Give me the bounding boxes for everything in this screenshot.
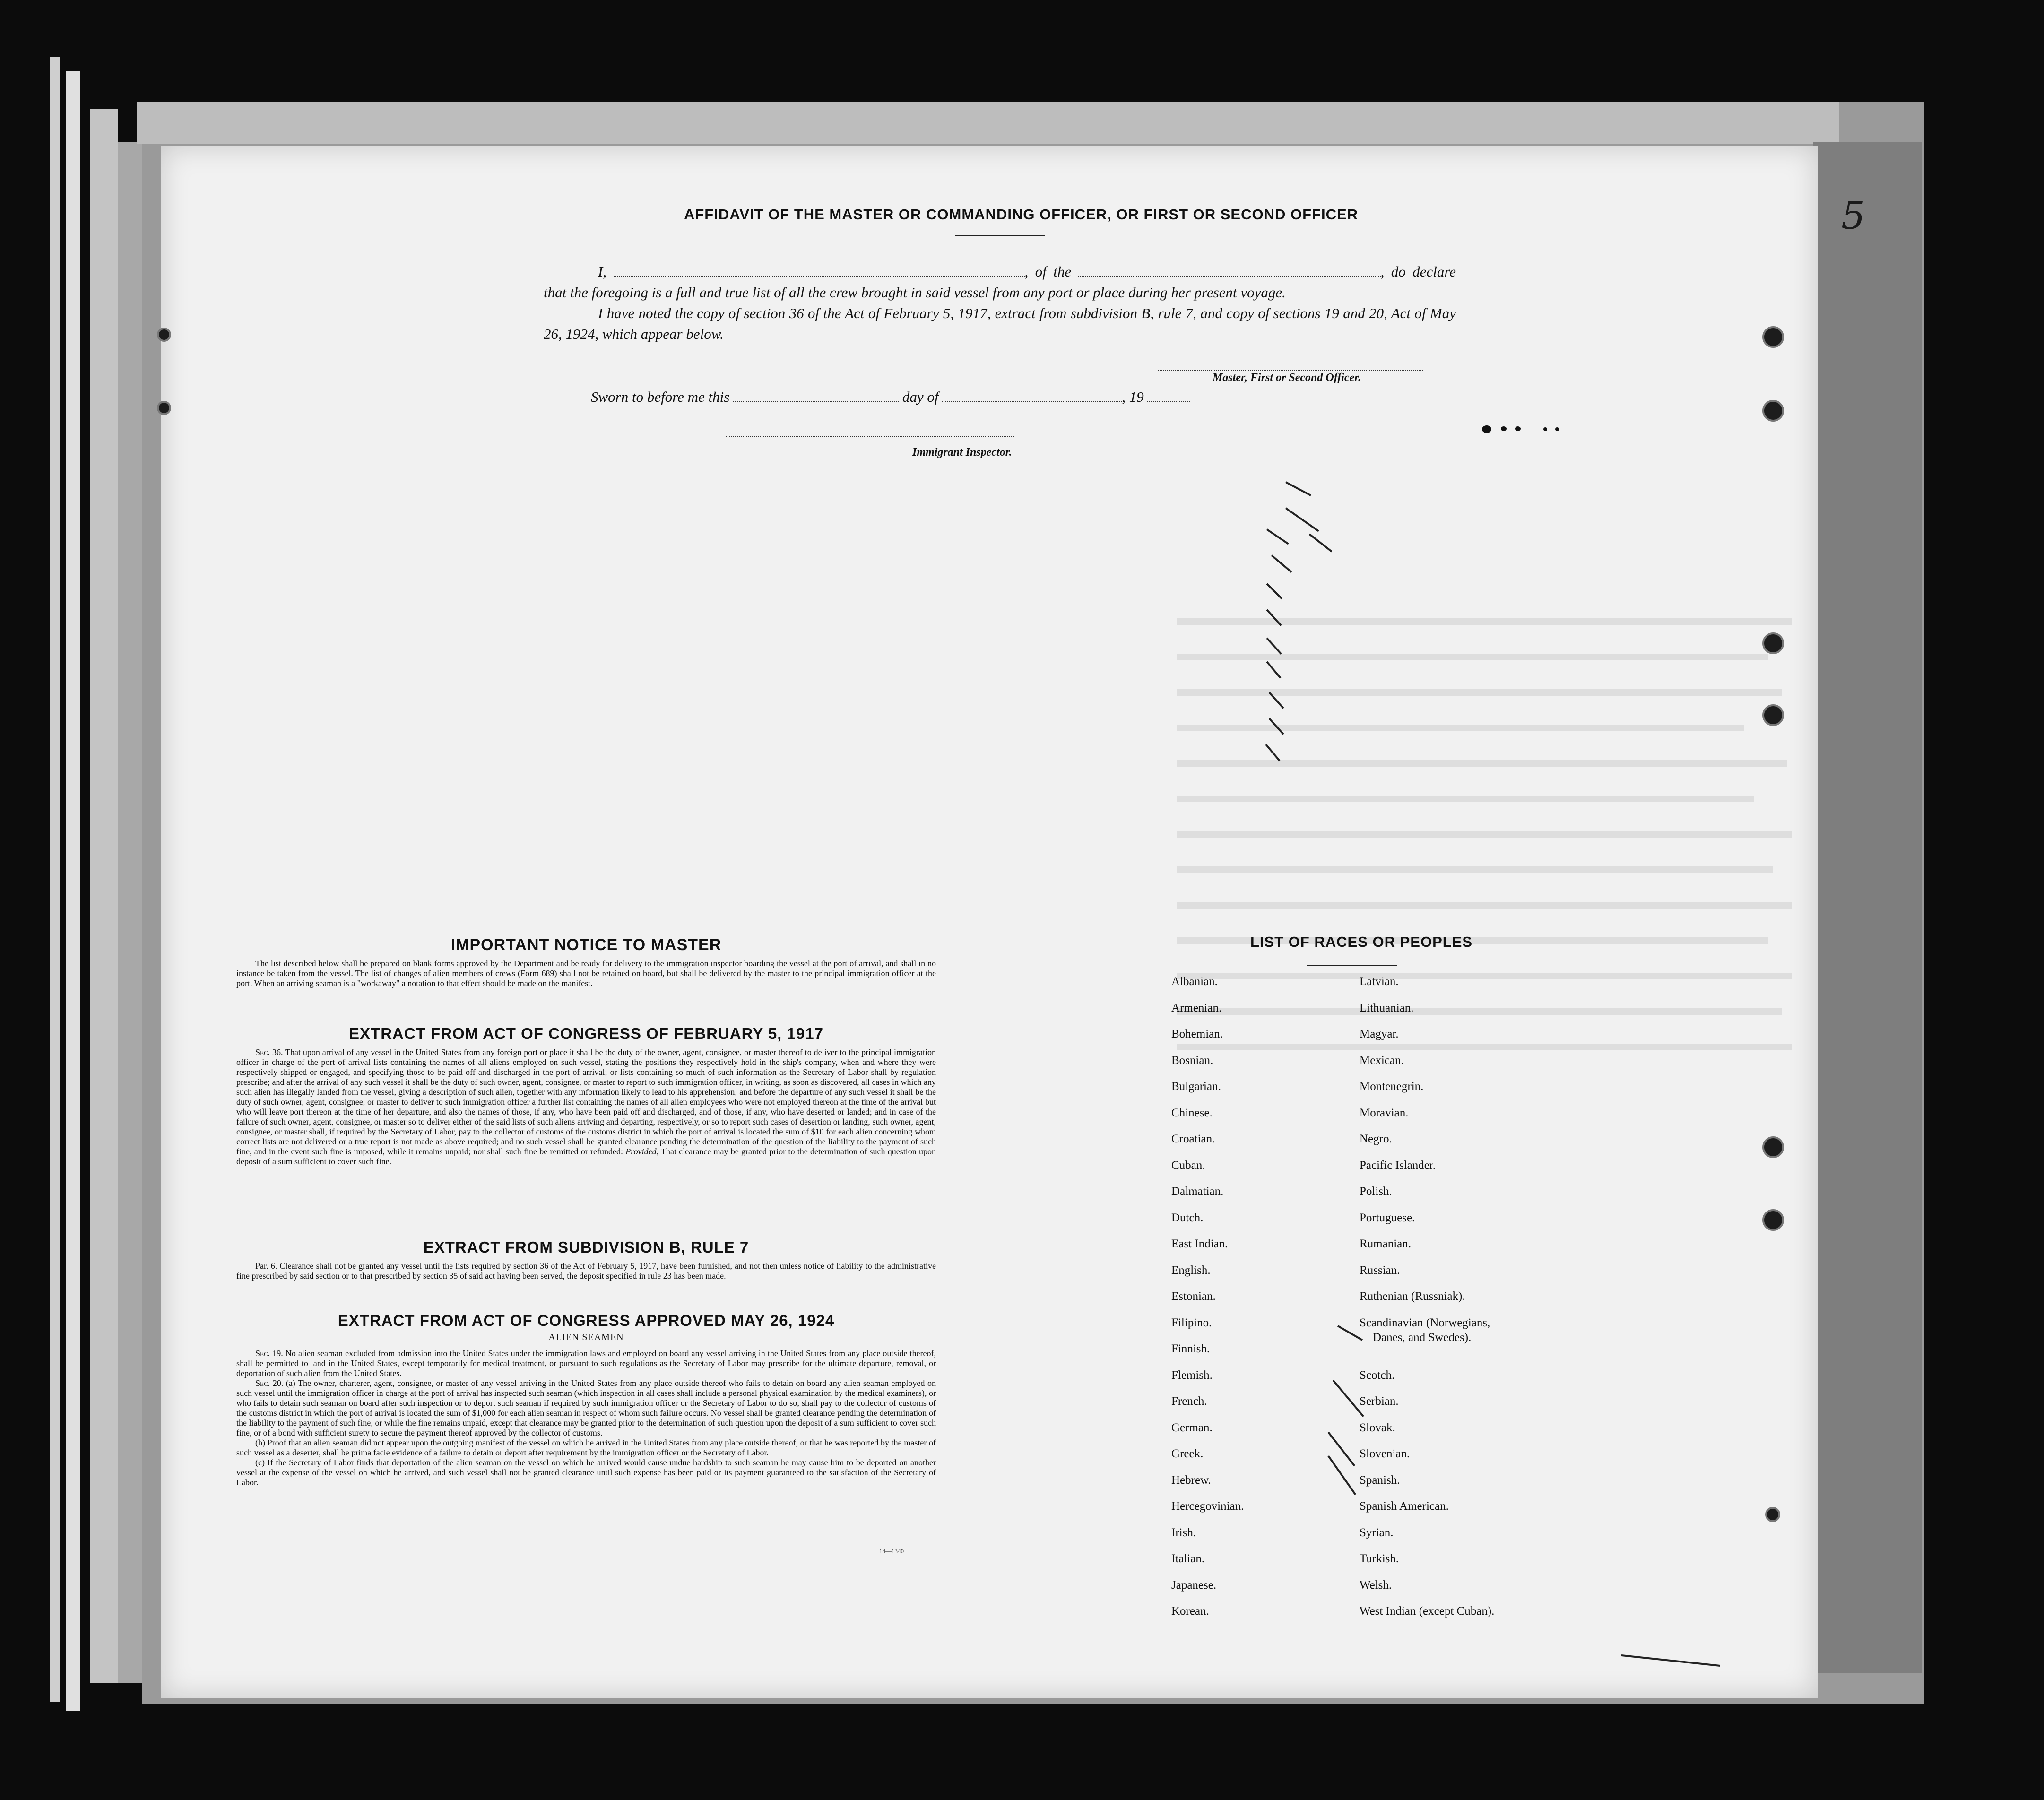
bleed-through (1177, 689, 1782, 696)
back-sheet-top-edge (137, 102, 1839, 144)
race-item: Japanese. (1171, 1578, 1217, 1592)
race-item: Turkish. (1360, 1552, 1399, 1565)
sec-36-label: Sec. 36. (255, 1047, 283, 1057)
races-title: LIST OF RACES OR PEOPLES (1250, 934, 1473, 950)
extract-1924-title: EXTRACT FROM ACT OF CONGRESS APPROVED MAY 26, 1924 (338, 1312, 835, 1329)
extract-1924-body (236, 1349, 936, 1488)
race-item: Welsh. (1360, 1578, 1392, 1592)
title-divider (955, 235, 1045, 236)
sec-19-text: No alien seaman excluded from admission into the United States under the immigration laws and employed on board any vessel arriving in the United States from any place outside thereof, shall be permitted to land in the United States, except temporarily for medical treatment, or pursuant to such regulations as the Secretary of Labor may prescribe for the ultimate departure, removal, or deportation of such alien from the United States. (236, 1349, 936, 1378)
bleed-through (1177, 831, 1792, 838)
sec-20a-text: (a) The owner, charterer, agent, consignee, or master of any vessel arriving in the United States from any place outside thereof who fails to detain on board any alien seaman employed on such vessel until the immigration officer in charge at the port of arrival has inspected such seaman (which inspection in all cases shall include a personal physical examination by the medical examiners), or who fails to detain such seaman on board after such inspection or to deport such seaman if required by such immigration officer or the Secretary of Labor to do so, shall pay to the collector of customs of the customs district in which the port of arrival is located the sum of $1,000 for each alien seaman in respect of whom such failure occurs. No vessel shall be granted clearance pending the determination of the liability to the payment of such fine, or while the fine remains unpaid, except that clearance may be granted prior to the determination of such question upon the deposit of a sum sufficient to cover such fine, or of a bond with sufficient surety to secure the payment thereof approved by the collector of customs. (236, 1378, 936, 1437)
punch-hole (157, 401, 171, 415)
inspector-signature-line[interactable] (726, 436, 1014, 437)
race-item: Hebrew. (1171, 1473, 1211, 1487)
race-item: Ruthenian (Russniak). (1360, 1290, 1465, 1303)
punch-hole (1762, 1209, 1784, 1231)
vessel-field[interactable] (1078, 265, 1381, 277)
race-item: Lithuanian. (1360, 1001, 1414, 1014)
pencil-tick (1266, 638, 1282, 655)
punch-hole (157, 328, 171, 342)
race-item: Mexican. (1360, 1054, 1404, 1067)
punch-hole (1762, 326, 1784, 348)
race-item: Greek. (1171, 1447, 1204, 1460)
punch-hole (1762, 400, 1784, 422)
race-item: Irish. (1171, 1526, 1196, 1539)
right-page-edge (1813, 142, 1922, 1673)
ink-dot (1515, 426, 1521, 431)
sec-20b-text: (b) Proof that an alien seaman did not appear upon the outgoing manifest of the vessel on which he arrived in the United States from any place outside thereof, or that he was reported by the master of such vessel as a deserter, shall be prima facie evidence of a failure to detain or deport after requirement by the immigration officer or the Secretary of Labor. (236, 1438, 936, 1457)
race-item: Korean. (1171, 1605, 1209, 1618)
race-item: Chinese. (1171, 1106, 1213, 1119)
form-number: 14—1340 (879, 1548, 904, 1555)
ink-dot (1543, 427, 1547, 431)
races-divider (1307, 965, 1397, 966)
provided-word: Provided, (625, 1147, 659, 1156)
race-item: Polish. (1360, 1185, 1392, 1198)
race-item: Pacific Islander. (1360, 1159, 1436, 1172)
race-item: Danes, and Swedes). (1373, 1331, 1472, 1344)
race-item: Dalmatian. (1171, 1185, 1224, 1198)
punch-hole (1765, 1507, 1780, 1522)
race-item: Syrian. (1360, 1526, 1394, 1539)
race-item: Finnish. (1171, 1342, 1210, 1355)
affidavit-of-the: , of the (1024, 263, 1072, 280)
affidavit-statement: that the foregoing is a full and true list of all the crew brought in said vessel from any port or place during her present voyage. (544, 284, 1286, 301)
sworn-year-field[interactable] (1147, 390, 1190, 402)
punch-hole (1762, 632, 1784, 654)
binder-edge-3 (90, 109, 118, 1683)
affidavit-statement-2: I have noted the copy of section 36 of the Act of February 5, 1917, extract from subdivision B, rule 7, and copy of sections 19 and 20, Act of May 26, 1924, which appear below. (544, 305, 1456, 342)
sec-20c-text: (c) If the Secretary of Labor finds that deportation of the alien seaman on the vessel on which he arrived would cause undue hardship to such seaman he may cause him to be deported on another vessel at the expense of the vessel on which he arrived, and such vessel shall not be granted clearance until such expense has been paid or its payment guaranteed to the satisfaction of the Secretary of Labor. (236, 1458, 936, 1487)
race-item: Albanian. (1171, 975, 1218, 988)
affidavit-i: I, (598, 263, 607, 280)
year-prefix: , 19 (1122, 389, 1144, 405)
sworn-day-field[interactable] (733, 390, 899, 402)
pencil-tick (1621, 1654, 1720, 1667)
pencil-tick (1309, 533, 1333, 552)
race-item: Slovak. (1360, 1421, 1395, 1434)
race-item: Portuguese. (1360, 1211, 1415, 1224)
race-item: Scotch. (1360, 1368, 1395, 1382)
day-of-text: day of (902, 389, 939, 405)
race-item: Dutch. (1171, 1211, 1204, 1224)
extract-1917-title: EXTRACT FROM ACT OF CONGRESS OF FEBRUARY 5, 1917 (349, 1025, 823, 1042)
inspector-signature-label: Immigrant Inspector. (912, 446, 1012, 459)
race-item: Spanish American. (1360, 1500, 1449, 1513)
race-item: Moravian. (1360, 1106, 1409, 1119)
bleed-through (1177, 760, 1787, 767)
sec-20-label: Sec. 20. (255, 1378, 284, 1388)
affidavit-declare: , do declare (1380, 263, 1456, 280)
binder-edge-2 (66, 71, 80, 1711)
race-item: Croatian. (1171, 1133, 1215, 1145)
sec-36-text: That upon arrival of any vessel in the United States from any foreign port or place it shall be the duty of the owner, agent, consignee, or master thereof to deliver to the principal immigration officer in charge of the port of arrival lists containing the names of all aliens employed on such vessel, stating the positions they respectively hold in the ship's company, when and where they were respectively shipped or engaged, and specifying those to be paid off and discharged in the port of arrival; or lists containing so much of such information as the Secretary of Labor shall by regulation prescribe; and after the arrival of any such vessel it shall be the duty of such owner, agent, consignee, or master to report to such immigration officer, in writing, as soon as discovered, all cases in which any such alien has illegally landed from the vessel, giving a description of such alien, together with any information likely to lead to his apprehension; and before the departure of any such vessel it shall be the duty of such owner, agent, consignee, or master to deliver to such immigration officer a further list containing the names of all alien employees who were not employed thereon at the time of the arrival but who will leave port thereon at the time of her departure, and also the names of those, if any, who have been paid off and discharged, and of those, if any, who have deserted or landed; and in case of the failure of such owner, agent, consignee, or master so to deliver either of the said lists of such aliens arriving and departing, respectively, or so to report such cases of desertion or landing, such owner, agent, consignee, or master shall, if required by the Secretary of Labor, pay to the collector of customs of the customs district in which the port of arrival is located the sum of $10 for each alien concerning whom correct lists are not delivered or a true report is not made as above required; and no such vessel shall be granted clearance pending the determination of the question of the liability to the payment of such fine, and in the event such fine is imposed, while it remains unpaid; nor shall such fine be remitted or refunded: (236, 1047, 936, 1156)
punch-hole (1762, 1136, 1784, 1158)
race-item: Bosnian. (1171, 1054, 1213, 1067)
sworn-month-field[interactable] (942, 390, 1122, 402)
name-field[interactable] (614, 265, 1025, 277)
races-left-column (1171, 975, 1244, 1631)
pencil-tick (1266, 583, 1283, 600)
notice-title: IMPORTANT NOTICE TO MASTER (450, 936, 722, 954)
race-item: Serbian. (1360, 1395, 1399, 1408)
pencil-tick (1265, 744, 1280, 762)
race-item: Scandinavian (Norwegians, (1360, 1316, 1490, 1329)
extract-rule7-body (236, 1261, 936, 1281)
bleed-through (1177, 902, 1792, 909)
pencil-tick (1337, 1325, 1363, 1341)
races-right-column (1360, 975, 1494, 1631)
race-item: Filipino. (1171, 1316, 1212, 1329)
race-item: Flemish. (1171, 1368, 1213, 1382)
affidavit-title: AFFIDAVIT OF THE MASTER OR COMMANDING OFFICER, OR FIRST OR SECOND OFFICER (684, 206, 1359, 223)
master-signature-line[interactable] (1158, 370, 1423, 371)
affidavit-body (544, 261, 1456, 345)
bleed-through (1177, 725, 1744, 731)
race-item: Estonian. (1171, 1290, 1216, 1303)
extract-1917-body (236, 1047, 936, 1167)
page-number: 5 (1841, 194, 1865, 238)
sec-36-end: That clearance may be granted prior to the determination of such question upon deposit of a sum sufficient to cover such fine. (236, 1147, 936, 1166)
punch-hole (1762, 704, 1784, 726)
race-item: French. (1171, 1395, 1207, 1408)
race-item: Armenian. (1171, 1001, 1222, 1014)
alien-seamen-subtitle: ALIEN SEAMEN (548, 1332, 624, 1342)
rule7-text: Par. 6. Clearance shall not be granted any vessel until the lists required by section 36 of the Act of February 5, 1917, have been furnished, and not then unless notice of liability to the administrative fine prescribed by said section or to that prescribed by section 35 of said act having been served, the deposit specified in rule 23 has been made. (236, 1261, 936, 1281)
ink-dot (1501, 426, 1507, 431)
race-item: Negro. (1360, 1133, 1392, 1145)
pencil-tick (1266, 661, 1281, 679)
race-item: Montenegrin. (1360, 1080, 1424, 1093)
race-item: Cuban. (1171, 1159, 1205, 1172)
race-item: Bohemian. (1171, 1028, 1223, 1040)
race-item: Slovenian. (1360, 1447, 1410, 1460)
race-item: Bulgarian. (1171, 1080, 1221, 1093)
bleed-through (1177, 866, 1773, 873)
pencil-tick (1285, 507, 1319, 532)
ink-dot (1482, 425, 1491, 433)
race-item: Spanish. (1360, 1473, 1400, 1487)
race-item: Russian. (1360, 1263, 1400, 1277)
notice-text: The list described below shall be prepared on blank forms approved by the Department and be ready for delivery to the immigration inspector boarding the vessel at the port of arrival, and shall in no instance be taken from the vessel. The list of changes of alien members of crews (Form 689) shall not be retained on board, but shall be delivered by the master to the principal immigration officer at the port. When an arriving seaman is a "workaway" a notation to that effect should be made on the manifest. (236, 959, 936, 988)
race-item: Magyar. (1360, 1028, 1399, 1040)
race-item: Rumanian. (1360, 1238, 1412, 1250)
race-item: German. (1171, 1421, 1213, 1434)
bleed-through (1177, 796, 1754, 802)
notice-body (236, 959, 936, 988)
bleed-through (1177, 654, 1768, 660)
race-item: English. (1171, 1263, 1211, 1277)
race-item: West Indian (except Cuban). (1360, 1605, 1495, 1618)
binder-edge-1 (50, 57, 60, 1702)
bleed-through (1177, 618, 1792, 625)
ink-dot (1555, 427, 1559, 431)
master-signature-label: Master, First or Second Officer. (1213, 372, 1361, 384)
pencil-tick (1266, 528, 1289, 545)
extract-rule7-title: EXTRACT FROM SUBDIVISION B, RULE 7 (423, 1238, 749, 1256)
race-item: Hercegovinian. (1171, 1500, 1244, 1513)
race-item: Latvian. (1360, 975, 1399, 988)
sec-19-label: Sec. 19. (255, 1349, 283, 1358)
race-item: East Indian. (1171, 1238, 1228, 1250)
sworn-line (591, 389, 1190, 406)
pencil-tick (1285, 481, 1311, 496)
pencil-tick (1271, 554, 1292, 572)
race-item: Italian. (1171, 1552, 1205, 1565)
sworn-text: Sworn to before me this (591, 389, 730, 405)
